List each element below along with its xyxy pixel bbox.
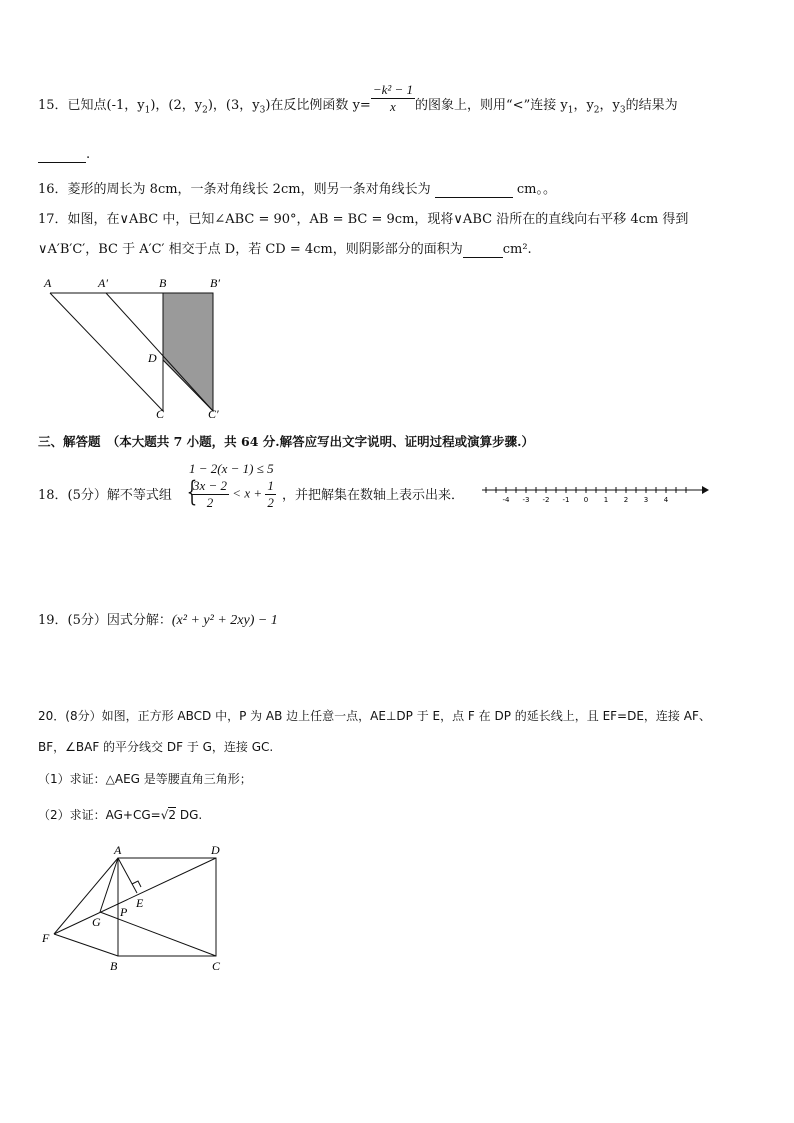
q15-c1: ，y [573,98,594,113]
q15-frac-den: x [390,99,396,114]
q18-frac2 [265,478,276,511]
segment-FD [54,858,216,934]
label-A-prime: A′ [98,276,108,290]
number-line-arrow [702,486,709,494]
q18-brace: { [186,475,198,508]
tick-label-3: 3 [643,496,649,504]
q17-line2 [38,238,532,258]
q15-answer-line [38,147,90,163]
q15-sub2: 2 [202,105,208,116]
segment-AF [54,858,118,934]
tick-label-1: 1 [603,496,609,504]
q16-blank [435,182,513,198]
number-line-ticks [486,487,686,493]
label-A: A [114,843,122,857]
q18-frac1-num: 3x − 2 [193,478,228,493]
q16 [38,178,556,198]
label-B: B [110,959,118,973]
q15-frac-num: −k² − 1 [372,82,414,97]
tick-label-4: 4 [663,496,669,504]
q20-figure [36,840,236,980]
q20-sqrt-value: 2 [168,808,177,822]
label-C: C [212,959,221,973]
q15-m2: )，(3，y [207,98,260,113]
label-G: G [92,915,101,929]
q17-line2b: cm². [502,242,532,257]
q18-ineq1: 1 − 2(x − 1) ≤ 5 [189,461,274,476]
tick-label-neg3: -3 [522,496,530,504]
tick-label-neg2: -2 [542,496,550,504]
segment-AG [100,858,118,912]
q17-figure [38,272,238,422]
q17-line1: 17．如图，在∨ABC 中，已知∠ABC = 90°，AB = BC = 9cm，现将∨ABC 沿所在的直线向右平移 4cm 得到 [38,212,689,227]
q15-sub-t2: 2 [593,105,600,116]
tick-label-neg4: -4 [502,496,510,504]
q19-expr: (x² + y² + 2xy) − 1 [171,613,278,628]
segment-BF [54,934,118,956]
label-B: B [159,276,167,290]
segment-AC [50,293,163,411]
q15-sub-t1: 1 [567,105,574,116]
label-P: P [120,905,128,919]
tick-label-2: 2 [623,496,629,504]
q15-fraction [371,82,415,115]
segment-AE [118,858,137,893]
q18-ineq2 [191,478,276,511]
q15-sub1: 1 [144,105,151,116]
label-D: D [211,843,220,857]
sqrt-sign: √ [160,808,169,822]
q18-frac2-den: 2 [267,495,274,510]
section-heading: 三、解答题 （本大题共 7 小题，共 64 分.解答应写出文字说明、证明过程或演算步骤.） [38,434,534,449]
q17-blank [463,242,503,258]
q18-frac2-num: 1 [267,478,274,493]
q16-unit: cm。。 [516,182,556,197]
q15 [38,82,678,116]
q20-part2 [38,806,202,823]
q15-blank [38,147,86,163]
q19 [38,609,278,629]
q20-part2a: （2）求证：AG+CG= [38,808,161,822]
label-F: F [42,931,50,945]
q15-sub3: 3 [259,105,266,116]
label-A: A [44,276,52,290]
q18 [38,484,172,503]
segment-GC [100,912,216,956]
label-B-prime: B′ [210,276,220,290]
tick-label-0: 0 [583,496,589,504]
q18-prefix: 18．(5分）解不等式组 [38,488,172,503]
q20-part1: （1）求证：△AEG 是等腰直角三角形； [38,772,252,786]
label-E: E [136,896,144,910]
q16-text: 16．菱形的周长为 8cm，一条对角线长 2cm，则另一条对角线长为 [38,182,431,197]
q20-line2: BF，∠BAF 的平分线交 DF 于 G，连接 GC. [38,740,274,754]
q15-m1: )，(2，y [150,98,203,113]
tick-label-neg1: -1 [562,496,570,504]
label-C: C [156,407,165,421]
q15-c2: ，y [599,98,620,113]
q15-suffix: 的图象上，则用“<”连接 y [415,98,568,113]
q20-line1: 20．(8分）如图，正方形 ABCD 中，P 为 AB 边上任意一点，AE⊥DP 于 E，点 F 在 DP 的延长线上，且 EF=DE，连接 AF、 [38,709,711,723]
q20-part2b: DG. [179,808,203,822]
square-ABCD [118,858,216,956]
q15-prefix: 15．已知点(-1，y [38,98,145,113]
q18-frac1 [191,478,229,511]
number-line [478,482,710,504]
q15-end: 的结果为 [625,98,678,113]
q18-suffix: ，并把解集在数轴上表示出来． [282,488,465,503]
label-C-prime: C′ [208,407,219,421]
label-D: D [148,351,157,365]
q15-tail: . [86,147,91,162]
shaded-region [163,293,213,411]
q15-sub-t3: 3 [619,105,626,116]
q18-mid: < x + [232,485,263,501]
q15-m3: )在反比例函数 y= [265,98,371,113]
q19-prefix: 19．(5分）因式分解： [38,613,172,628]
q17-line2a: ∨A′B′C′，BC 于 A′C′ 相交于点 D，若 CD = 4cm，则阴影部分的面积为 [38,242,463,257]
q18-frac1-den: 2 [206,495,214,510]
